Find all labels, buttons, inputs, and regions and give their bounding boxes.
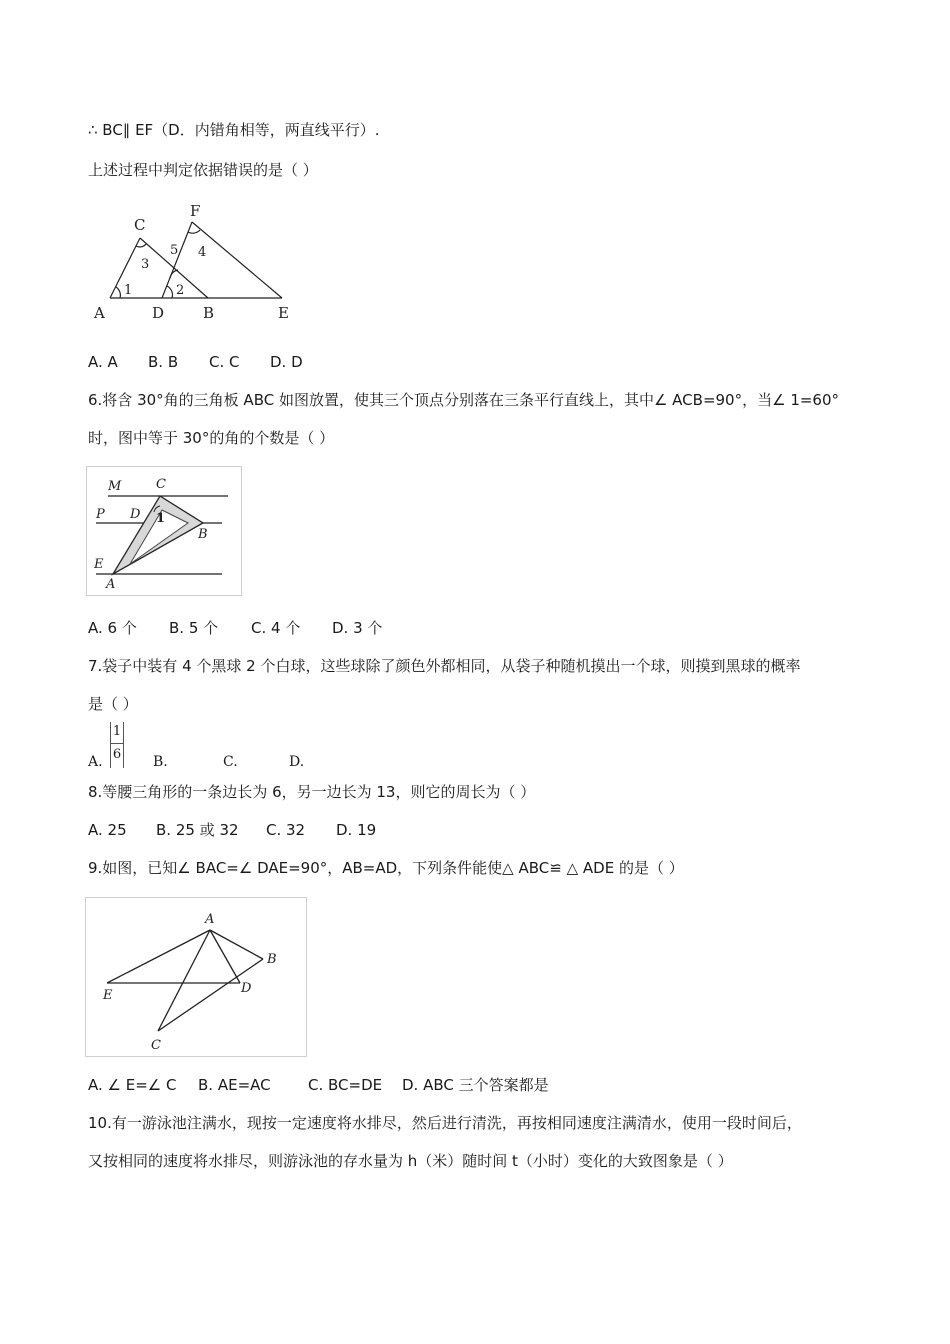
- q7-option-a-label: A.: [88, 754, 103, 770]
- q8-option-a: A. 25: [88, 821, 127, 839]
- q5-option-d: D. D: [270, 353, 303, 371]
- fig5-label-B: B: [203, 304, 215, 322]
- q6-option-a: A. 6 个: [88, 619, 137, 637]
- q9-option-b: B. AE=AC: [198, 1076, 271, 1094]
- q9-option-d: D. ABC 三个答案都是: [402, 1076, 549, 1094]
- q8-option-c: C. 32: [266, 821, 306, 839]
- q7-option-a-fraction: [110, 722, 124, 768]
- fig5-angle-5: 5: [170, 243, 179, 258]
- fraction-bar: [111, 743, 123, 744]
- q5-question-text: 上述过程中判定依据错误的是（ ）: [88, 161, 318, 179]
- fig5-label-A: A: [94, 304, 105, 322]
- fig9-label-D: D: [241, 981, 252, 996]
- q7-fraction-numerator: 1: [112, 724, 122, 739]
- q9-question-text: 9.如图，已知∠ BAC=∠ DAE=90°，AB=AD，下列条件能使△ ABC≌ △ ADE 的是（ ）: [88, 859, 684, 877]
- q6-option-d: D. 3 个: [332, 619, 383, 637]
- fig9-label-E: E: [103, 988, 113, 1003]
- q7-option-d-label: D.: [289, 754, 305, 770]
- fig5-angle-4: 4: [198, 245, 207, 260]
- q7-option-c-label: C.: [223, 754, 238, 770]
- fig6-label-P: P: [96, 507, 105, 522]
- q7-question-text-1: 7.袋子中装有 4 个黑球 2 个白球，这些球除了颜色外都相同，从袋子种随机摸出一个球，则摸到黑球的概率: [88, 657, 801, 675]
- fig5-label-D: D: [152, 304, 165, 322]
- fig5-label-F: F: [190, 202, 201, 220]
- fig6-label-D: D: [130, 507, 141, 522]
- fig6-label-E: E: [94, 557, 104, 572]
- fig6-angle-1: 1: [156, 511, 166, 526]
- q7-option-b-label: B.: [153, 754, 168, 770]
- q9-option-a: A. ∠ E=∠ C: [88, 1076, 177, 1094]
- q10-question-text-1: 10.有一游泳池注满水，现按一定速度将水排尽，然后进行清洗，再按相同速度注满清水，使用一段时间后，: [88, 1114, 802, 1132]
- q5-option-a: A. A: [88, 353, 118, 371]
- q5-option-c: C. C: [209, 353, 240, 371]
- q6-figure: [86, 466, 242, 596]
- q8-option-b: B. 25 或 32: [156, 821, 239, 839]
- q9-figure: [85, 897, 307, 1057]
- fig5-label-E: E: [278, 304, 289, 322]
- fig9-label-C: C: [151, 1038, 161, 1053]
- q5-option-b: B. B: [148, 353, 179, 371]
- q8-option-d: D. 19: [336, 821, 377, 839]
- q8-question-text: 8.等腰三角形的一条边长为 6，另一边长为 13，则它的周长为（ ）: [88, 783, 536, 801]
- fig6-label-C: C: [156, 477, 166, 492]
- q7-question-text-2: 是（ ）: [88, 695, 138, 713]
- q10-question-text-2: 又按相同的速度将水排尽，则游泳池的存水量为 h（米）随时间 t（小时）变化的大致图象是（ ）: [88, 1152, 733, 1170]
- fig6-label-B: B: [198, 527, 208, 542]
- q7-fraction-denominator: 6: [112, 747, 122, 762]
- q6-option-c: C. 4 个: [251, 619, 301, 637]
- fig6-label-M: M: [108, 479, 122, 494]
- fig5-angle-2: 2: [176, 283, 185, 298]
- q6-question-text-1: 6.将含 30°角的三角板 ABC 如图放置，使其三个顶点分别落在三条平行直线上，其中∠ ACB=90°，当∠ 1=60°: [88, 391, 840, 409]
- fig9-label-B: B: [267, 952, 277, 967]
- fig5-angle-3: 3: [141, 257, 150, 272]
- proof-conclusion-line: ∴ BC∥ EF（D．内错角相等，两直线平行）.: [88, 121, 380, 139]
- fig9-label-A: A: [205, 912, 215, 927]
- fig5-label-C: C: [134, 216, 146, 234]
- fig6-label-A: A: [106, 577, 116, 592]
- q6-question-text-2: 时，图中等于 30°的角的个数是（ ）: [88, 429, 335, 447]
- q5-figure: [90, 200, 300, 325]
- fig5-angle-1: 1: [124, 283, 133, 298]
- q6-option-b: B. 5 个: [169, 619, 219, 637]
- q9-option-c: C. BC=DE: [308, 1076, 383, 1094]
